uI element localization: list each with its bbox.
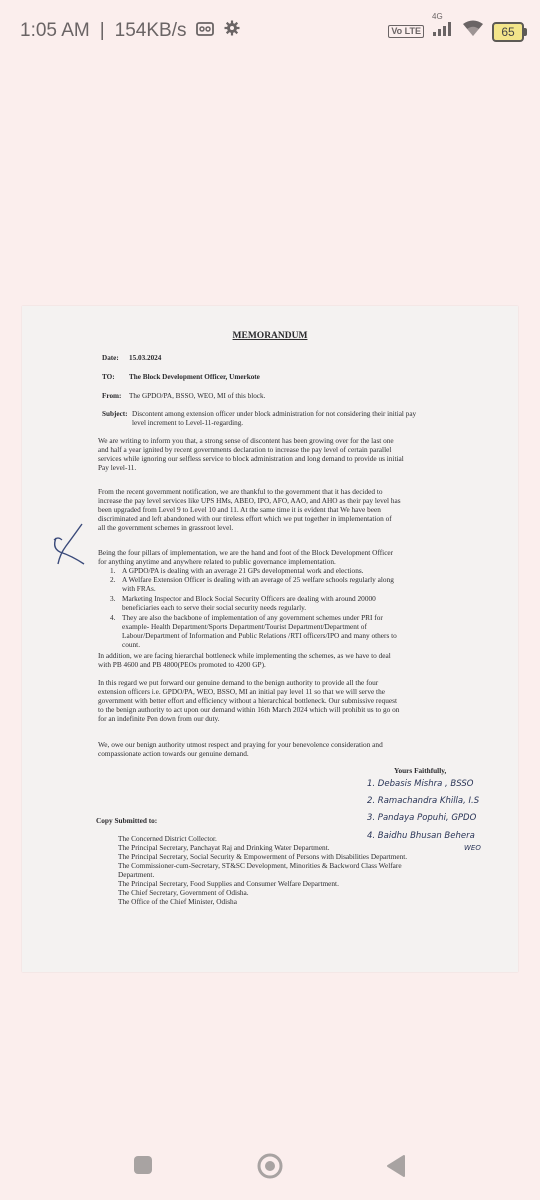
memo-title: MEMORANDUM	[232, 331, 308, 341]
signature-4: 4. Baidhu Bhusan Behera	[367, 831, 475, 841]
paragraph-2	[98, 487, 494, 532]
list-item: 1. A GPDO/PA is dealing with an average 21 GPs developmental work and elections.	[110, 566, 364, 575]
network-speed: 154KB/s	[114, 20, 187, 41]
handwritten-mark	[50, 520, 90, 572]
para-line: Being the four pillars of implementation, we are the hand and foot of the Block Development Officer	[98, 548, 394, 557]
status-separator: |	[99, 20, 105, 41]
back-button[interactable]	[386, 1154, 406, 1183]
para-line: and half a year ignited by recent governments declaration to increase the pay level of certain parallel	[98, 445, 392, 454]
para-line: We are writing to inform you that, a strong sense of discontent has been growing over for the last one	[98, 436, 394, 445]
copy-recipient: The Commissioner-cum-Secretary, ST&SC Development, Minorities & Backword Class Welfare	[118, 861, 402, 870]
copy-recipient: The Principal Secretary, Food Supplies and Consumer Welfare Department.	[118, 879, 339, 888]
para-line: for an indefinite Pen down from our duty.	[98, 714, 220, 723]
memo-subject	[102, 410, 482, 428]
para-line: discriminated and left abandoned with our tireless effort which we put together in implementation of	[98, 514, 392, 523]
volte-icon: Vo LTE	[388, 25, 424, 38]
para-line: for anything anytime and anywhere related to public governance implementation.	[98, 557, 336, 566]
status-bar	[0, 0, 540, 64]
para-line: In addition, we are facing hierarchal bottleneck while implementing the schemes, as we have to deal	[98, 651, 391, 660]
recents-square-icon	[132, 1154, 154, 1176]
copy-recipient: The Office of the Chief Minister, Odisha	[118, 897, 237, 906]
date-value: 15.03.2024	[129, 354, 162, 362]
paragraph-4	[98, 651, 494, 669]
copy-recipient: Department.	[118, 870, 155, 879]
back-triangle-icon	[386, 1154, 406, 1178]
memo-to	[102, 373, 260, 382]
memorandum-document	[22, 306, 518, 972]
copy-recipient: The Chief Secretary, Government of Odisha.	[118, 888, 249, 897]
from-value: The GPDO/PA, BSSO, WEO, MI of this block.	[129, 392, 266, 400]
list-item: 3. Marketing Inspector and Block Social Security Officers are dealing with around 20000 beneficiaries each to serve their social security needs regularly.	[110, 594, 376, 612]
para-line: all the government schemes in grassroot level.	[98, 523, 234, 532]
para-line: In this regard we put forward our genuine demand to the benign authority to provide all the four	[98, 678, 379, 687]
copy-heading: Copy Submitted to:	[96, 816, 158, 825]
para-line: to the benign authority to act upon our demand within 16th March 2024 which will prohibit us to go on	[98, 705, 400, 714]
subject-line-1: Discontent among extension officer under block administration for not considering their initial pay	[132, 410, 417, 418]
signature-2: 2. Ramachandra Khilla, I.S	[367, 796, 480, 806]
subject-line-2: level increment to Level-11-regarding.	[132, 419, 244, 427]
para-line: services while ignoring our selfless service to block administration and long demand to provide us initial	[98, 454, 404, 463]
clock: 1:05 AM	[20, 20, 90, 41]
para-line: Pay level-11.	[98, 463, 137, 472]
settings-gear-icon	[224, 20, 240, 42]
navigation-bar	[0, 1140, 540, 1200]
memo-date	[102, 354, 161, 363]
paragraph-1	[98, 436, 494, 472]
copy-recipient: The Concerned District Collector.	[118, 834, 217, 843]
subject-label: Subject:	[102, 410, 128, 418]
signature-3: 3. Pandaya Popuhi, GPDO	[367, 813, 477, 823]
to-value: The Block Development Officer, Umerkote	[129, 373, 260, 381]
paragraph-6	[98, 740, 494, 758]
to-label: TO:	[102, 373, 115, 381]
home-circle-icon	[256, 1152, 284, 1180]
signal-bars-icon	[432, 11, 454, 43]
signature-1: 1. Debasis Mishra , BSSO	[367, 779, 474, 789]
para-line: extension officers i.e. GPDO/PA, WEO, BSSO, MI an initial pay level 11 so that we will serve the	[98, 687, 385, 696]
para-line: From the recent government notification, we are thankful to the government that it has decided to	[98, 487, 383, 496]
battery-icon	[492, 22, 524, 42]
status-left	[20, 20, 240, 42]
list-item: 2. A Welfare Extension Officer is dealing with an average of 25 welfare schools regularly along with FRAs.	[110, 575, 394, 593]
recents-button[interactable]	[132, 1154, 154, 1181]
status-right	[388, 11, 524, 43]
home-button[interactable]	[256, 1152, 284, 1185]
memo-from	[102, 392, 265, 401]
from-label: From:	[102, 392, 122, 400]
network-type: 4G	[432, 11, 443, 21]
copy-recipient: The Principal Secretary, Panchayat Raj and Drinking Water Department.	[118, 843, 330, 852]
wifi-icon	[462, 20, 484, 43]
paragraph-3	[98, 548, 494, 566]
copy-recipient: The Principal Secretary, Social Security & Empowerment of Persons with Disabilities Department.	[118, 852, 408, 861]
para-line: compassionate action towards our genuine demand.	[98, 749, 249, 758]
list-item: 4. They are also the backbone of implementation of any government schemes under PRI for example- Health Department/Sports Department/Tourist Department/Department of Labour/Department of Information and Public Relations /RTI officers/IPO and many others to count.	[110, 613, 397, 649]
paragraph-5	[98, 678, 494, 723]
para-line: increase the pay level services like UPS HMs, ABEO, IPO, AFO, AAO, and AHO as their pay level has	[98, 496, 401, 505]
para-line: with PB 4600 and PB 4800(PEOs promoted to 4200 GP).	[98, 660, 266, 669]
date-label: Date:	[102, 354, 119, 362]
battery-level: 65	[501, 24, 515, 39]
para-line: We, owe our benign authority utmost respect and praying for your benevolence consideration and	[98, 740, 383, 749]
signature-4-designation: WEO	[464, 844, 481, 852]
para-line: government with better effort and efficiency without a hierarchical bottleneck. Our submissive request	[98, 696, 398, 705]
closing: Yours Faithfully,	[394, 766, 447, 775]
para-line: been upgraded from Level 9 to Level 10 and 11. At the same time it is evident that We have been	[98, 505, 381, 514]
sim-card-icon	[196, 20, 214, 42]
